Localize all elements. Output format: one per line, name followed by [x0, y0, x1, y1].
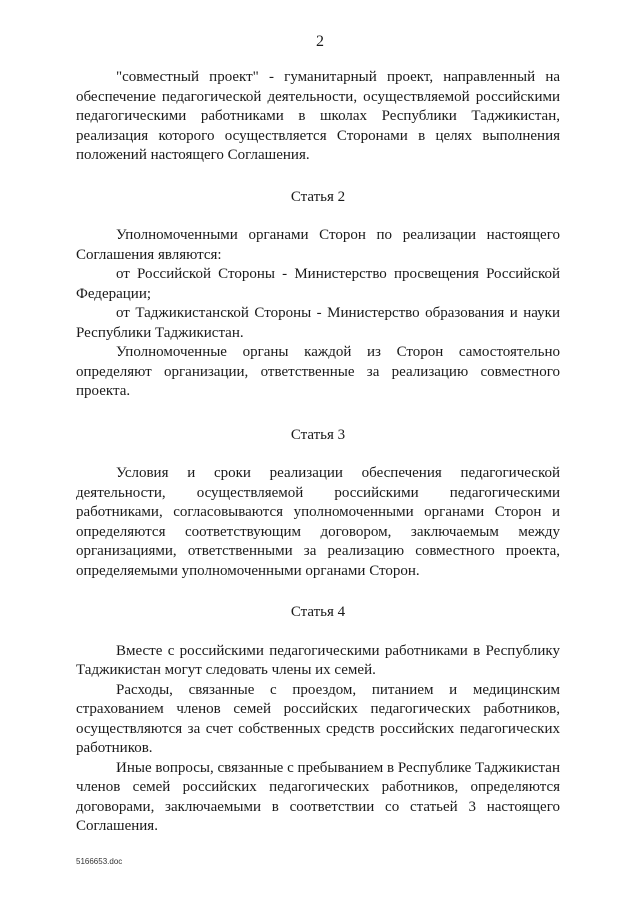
- article-2-paragraph-4: Уполномоченные органы каждой из Сторон самостоятельно определяют организации, ответственные за реализацию совместного проекта.: [76, 344, 560, 399]
- page-number: 2: [316, 33, 324, 50]
- article-2-paragraph-2: от Российской Стороны - Министерство просвещения Российской Федерации;: [76, 266, 560, 302]
- article-2-paragraph-3: от Таджикистанской Стороны - Министерство образования и науки Республики Таджикистан.: [76, 305, 560, 341]
- document-file-code: 5166653.doc: [76, 857, 123, 866]
- article-4-paragraph-2: Расходы, связанные с проездом, питанием и медицинским страхованием членов семей российских педагогических работников, осуществляются за счет собственных средств российских педагогических работников.: [76, 681, 560, 756]
- article-4-paragraph-1: Вместе с российскими педагогическими работниками в Республику Таджикистан могут следовать члены их семей.: [76, 642, 560, 678]
- article-3-paragraph-1: Условия и сроки реализации обеспечения педагогической деятельности, осуществляемой российскими педагогическими работниками, согласовываются уполномоченными органами Сторон и определяются соответствующим договором, заключаемым между организациями, ответственными за реализацию совместного проекта, определяемыми уполномоченными органами Сторон.: [76, 465, 560, 579]
- definition-paragraph: "совместный проект" - гуманитарный проект, направленный на обеспечение педагогической деятельности, осуществляемой российскими педагогическими работниками в школах Республики Таджикистан, реализация которого осуществляется Сторонами в целях выполнения положений настоящего Соглашения.: [76, 69, 560, 163]
- article-3-title: Статья 3: [290, 426, 346, 443]
- document-body: [76, 68, 560, 837]
- article-4-paragraph-3: Иные вопросы, связанные с пребыванием в Республике Таджикистан членов семей российских педагогических работников, определяются договорами, заключаемыми в соответствии со статьей 3 настоящего Соглашения.: [76, 759, 560, 834]
- article-2-title: Статья 2: [290, 188, 346, 205]
- article-4-title: Статья 4: [290, 604, 346, 620]
- article-2-paragraph-1: Уполномоченными органами Сторон по реализации настоящего Соглашения являются:: [76, 227, 560, 263]
